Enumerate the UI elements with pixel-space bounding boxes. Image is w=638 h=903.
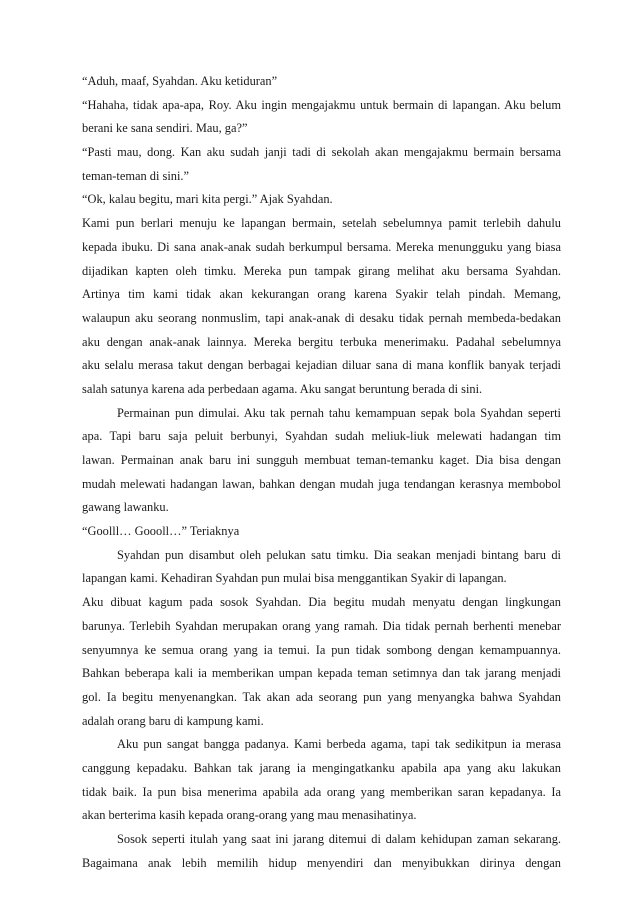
text-line: apa. Tapi baru saja peluit berbunyi, Syahdan sudah meliuk-liuk melewati hadangan tim [82, 429, 561, 444]
text-line: dijadikan kapten oleh timku. Mereka pun tampak girang melihat aku bersama Syahdan. [82, 263, 561, 278]
text-line: senyumnya ke semua orang yang ia temui. Ia pun tidak sombong dengan kemampuannya. [82, 642, 561, 657]
text-line: mudah melewati hadangan lawan, bahkan dengan mudah juga tendangan kerasnya membobol [82, 476, 561, 491]
text-line: canggung kepadaku. Bahkan tak jarang ia mengingatkanku apabila apa yang aku lakukan [82, 760, 561, 775]
text-line: Sosok seperti itulah yang saat ini jarang ditemui di dalam kehidupan zaman sekarang. [117, 832, 561, 846]
text-line: walaupun aku seorang nonmuslim, tapi anak-anak di desaku tidak pernah membeda-bedakan [82, 310, 561, 325]
text-line: gawang lawanku. [82, 500, 169, 515]
text-line: salah satunya karena ada perbedaan agama. Aku sangat beruntung berada di sini. [82, 381, 483, 396]
text-line: “Pasti mau, dong. Kan aku sudah janji tadi di sekolah akan mengajakmu bermain bersama [82, 145, 561, 160]
document-page [82, 70, 561, 875]
text-line: Kami pun berlari menuju ke lapangan bermain, setelah sebelumnya pamit terlebih dahulu [82, 216, 561, 231]
text-line: Permainan pun dimulai. Aku tak pernah tahu kemampuan sepak bola Syahdan seperti [117, 405, 561, 420]
text-line: adalah orang baru di kampung kami. [82, 713, 264, 728]
text-line: “Aduh, maaf, Syahdan. Aku ketiduran” [82, 74, 278, 88]
text-line: akan berterima kasih kepada orang-orang yang mau menasihatinya. [82, 808, 417, 823]
text-line: Aku pun sangat bangga padanya. Kami berbeda agama, tapi tak sedikitpun ia merasa [117, 737, 561, 752]
text-line: Artinya tim kami tidak akan kekurangan orang karena Syakir telah pindah. Memang, [82, 287, 561, 302]
text-line: “Hahaha, tidak apa-apa, Roy. Aku ingin mengajakmu untuk bermain di lapangan. Aku belum [82, 97, 561, 112]
text-line: lawan. Permainan anak baru ini sungguh membuat teman-temanku kaget. Dia bisa dengan [82, 453, 561, 467]
text-line: “Ok, kalau begitu, mari kita pergi.” Ajak Syahdan. [82, 192, 333, 207]
text-line: aku selalu merasa takut dengan berbagai kejadian diluar sana di mana konflik banyak terjadi [82, 358, 561, 373]
text-line: Aku dibuat kagum pada sosok Syahdan. Dia begitu mudah menyatu dengan lingkungan [82, 595, 561, 610]
text-line: gol. Ia begitu menyenangkan. Tak akan ada seorang pun yang menyangka bahwa Syahdan [82, 689, 561, 704]
text-line: barunya. Terlebih Syahdan merupakan orang yang ramah. Dia tidak pernah berhenti menebar [82, 618, 561, 633]
text-line: berani ke sana sendiri. Mau, ga?” [82, 121, 248, 136]
text-line: Bahkan beberapa kali ia memberikan umpan kepada teman setimnya dan tak jarang menjadi [82, 666, 561, 681]
text-line: lapangan kami. Kehadiran Syahdan pun mulai bisa menggantikan Syakir di lapangan. [82, 571, 507, 586]
text-line: aku dengan anak-anak lainnya. Mereka bergitu terbuka menerimaku. Padahal sebelumnya [82, 334, 561, 349]
text-line: teman-teman di sini.” [82, 168, 190, 183]
text-line: “Goolll… Goooll…” Teriaknya [82, 524, 240, 539]
text-line: tidak baik. Ia pun bisa menerima apabila ada orang yang memberikan saran kepadanya. Ia [82, 784, 561, 799]
text-line: Bagaimana anak lebih memilih hidup menyendiri dan menyibukkan dirinya dengan [82, 855, 561, 870]
text-line: Syahdan pun disambut oleh pelukan satu timku. Dia seakan menjadi bintang baru di [117, 547, 561, 562]
text-line: kepada ibuku. Di sana anak-anak sudah berkumpul bersama. Mereka menungguku yang biasa [82, 239, 561, 254]
